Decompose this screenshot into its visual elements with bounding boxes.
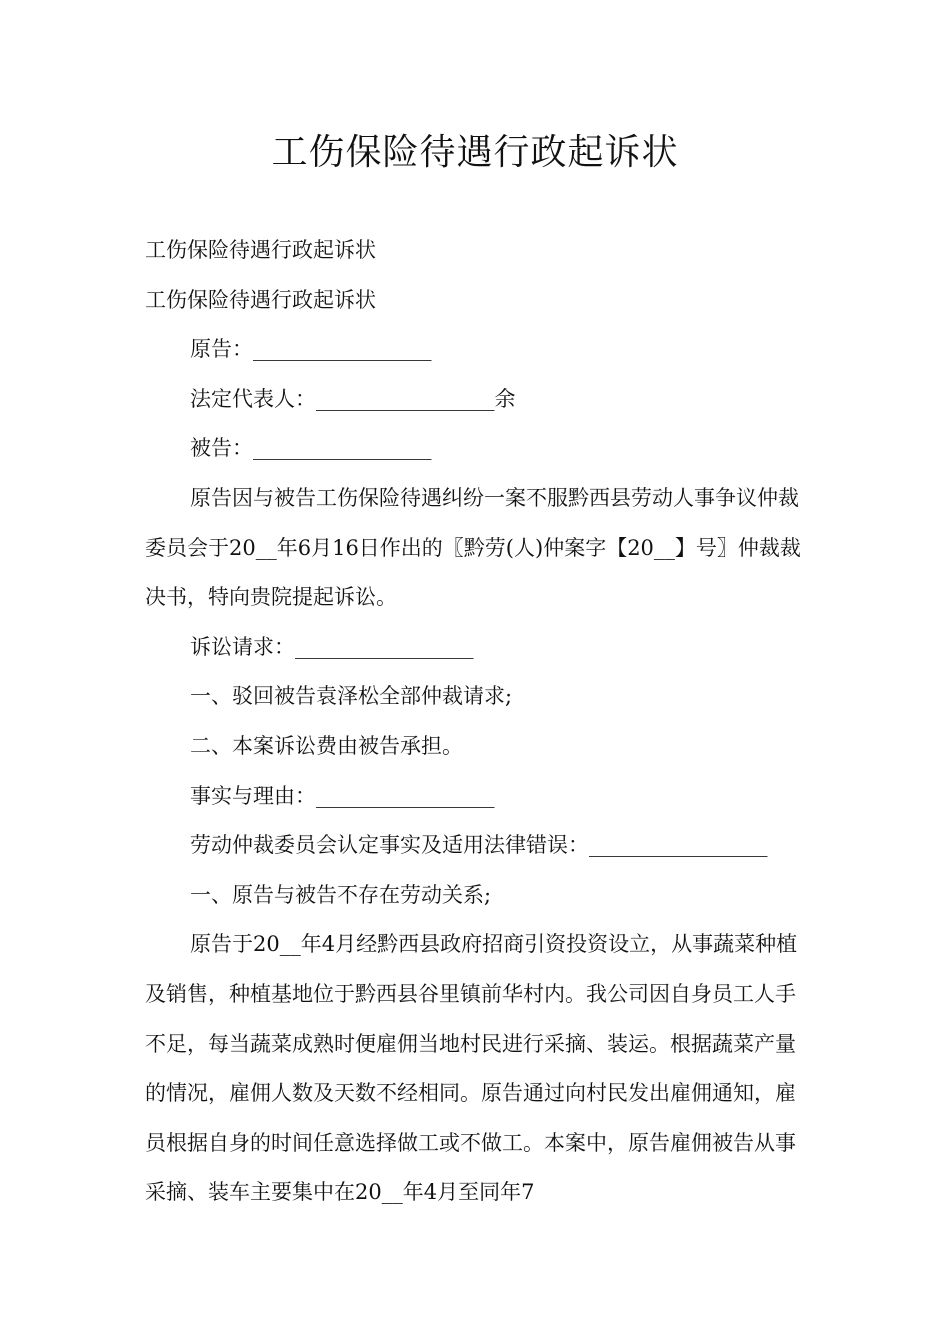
plaintiff-line: 原告：_________________ [190, 337, 432, 362]
case-intro-paragraph: 原告因与被告工伤保险待遇纠纷一案不服黔西县劳动人事争议仲裁委员会于20__年6月16日作出的〖黔劳(人)仲案字【20__】号〗仲裁裁决书，特向贵院提起诉讼。 [145, 485, 801, 610]
reason-item-1: 一、原告与被告不存在劳动关系; [190, 882, 492, 907]
document-body [145, 226, 807, 1218]
facts-paragraph: 原告于20__年4月经黔西县政府招商引资投资设立，从事蔬菜种植及销售，种植基地位于黔西县谷里镇前华村内。我公司因自身员工人手不足，每当蔬菜成熟时便雇佣当地村民进行采摘、装运。根据蔬菜产量的情况，雇佣人数及天数不经相同。原告通过向村民发出雇佣通知，雇员根据自身的时间任意选择做工或不做工。本案中，原告雇佣被告从事采摘、装车主要集中在20__年4月至同年7 [145, 932, 798, 1205]
claim-item-2: 二、本案诉讼费由被告承担。 [190, 733, 463, 758]
paragraph-heading-1: 工伤保险待遇行政起诉状 [145, 238, 376, 262]
legal-representative-line: 法定代表人：_________________余 [190, 386, 516, 411]
facts-heading: 事实与理由：_________________ [190, 783, 495, 808]
claim-item-1: 一、驳回被告袁泽松全部仲裁请求; [190, 684, 513, 709]
defendant-line: 被告：_________________ [190, 436, 432, 461]
errors-heading: 劳动仲裁委员会认定事实及适用法律错误：_________________ [190, 833, 768, 858]
document-title: 工伤保险待遇行政起诉状 [271, 132, 679, 173]
claims-heading: 诉讼请求：_________________ [190, 634, 474, 659]
paragraph-heading-2: 工伤保险待遇行政起诉状 [145, 287, 376, 312]
